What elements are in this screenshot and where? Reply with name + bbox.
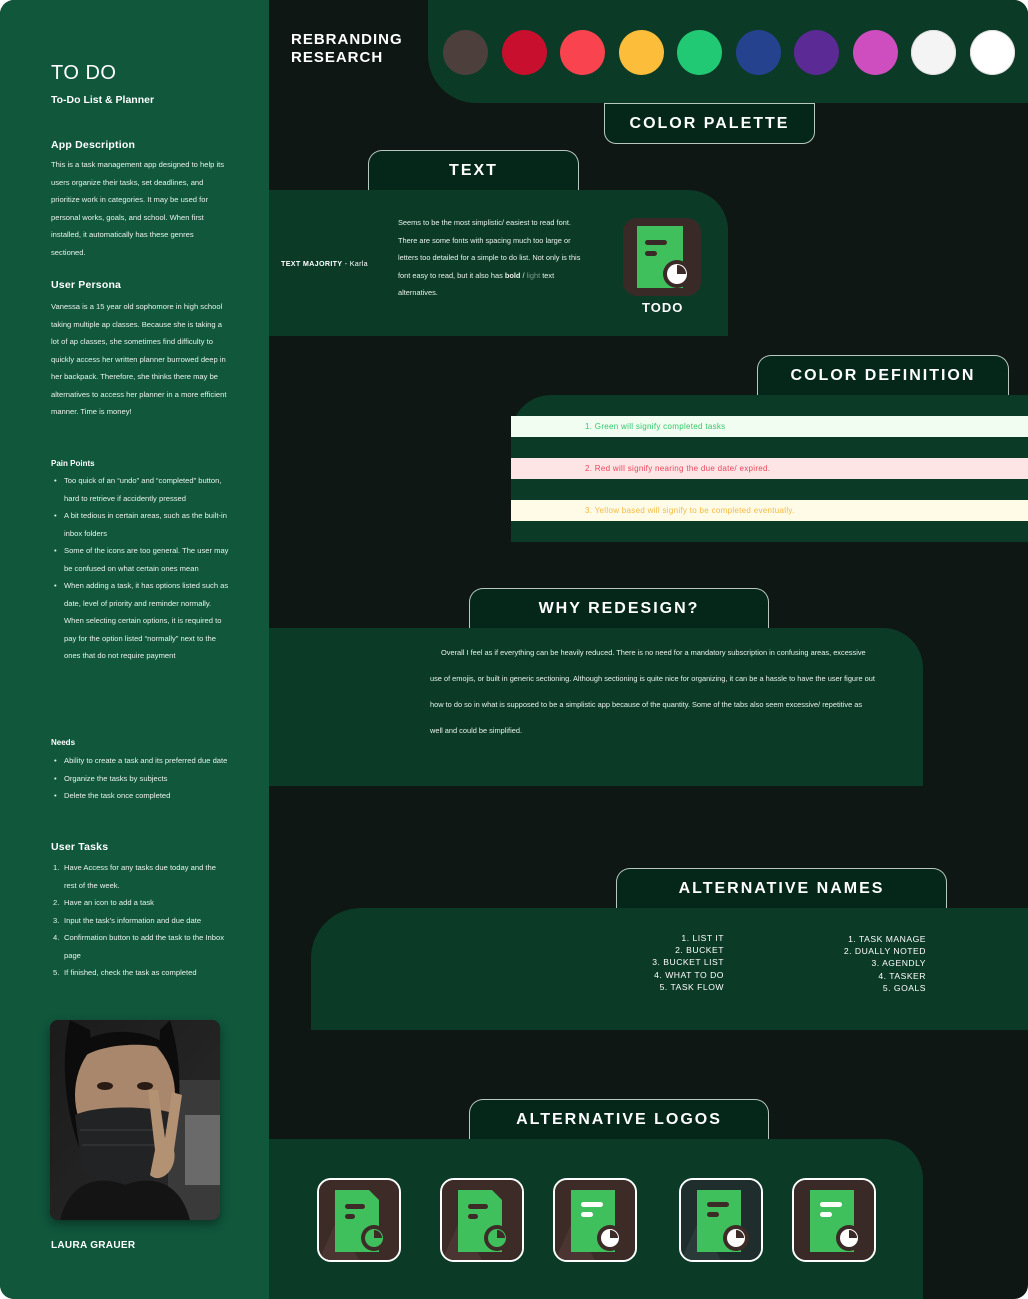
app-description: This is a task management app designed to help its users organize their tasks, set deadlines, and prioritize work in categories. It may be used for personal works, goals, and school. When first installed, it automatically has these genres sectioned. bbox=[51, 160, 225, 257]
alt-logo-1 bbox=[317, 1178, 401, 1262]
alternative-names-left bbox=[624, 932, 724, 993]
rationale-part-1: Seems to be the most simplistic/ easiest to read font. There are some fonts with spacing much too large or letters too detailed for a simple to do list. Not only is this font easy to read, but it also has bbox=[398, 218, 581, 280]
needs-list bbox=[51, 752, 229, 805]
portrait-image bbox=[50, 1020, 220, 1220]
sidebar bbox=[0, 0, 269, 1299]
list-number: 4. bbox=[53, 933, 60, 942]
page-title bbox=[291, 31, 403, 67]
color-swatch bbox=[502, 30, 547, 75]
color-swatch bbox=[443, 30, 488, 75]
app-subtitle: To-Do List & Planner bbox=[51, 94, 155, 106]
list-number: 2. bbox=[53, 898, 60, 907]
user-persona-heading: User Persona bbox=[51, 279, 122, 291]
user-tasks-heading: User Tasks bbox=[51, 841, 109, 853]
list-item: • Organize the tasks by subjects bbox=[51, 770, 229, 788]
author-photo bbox=[50, 1020, 220, 1220]
color-swatch bbox=[853, 30, 898, 75]
list-item: • When adding a task, it has options listed such as date, level of priority and reminder normally. When selecting certain options, it is required to pay for the option listed “normally” next to the ones that do not require payment bbox=[51, 577, 229, 665]
color-swatch bbox=[911, 30, 956, 75]
list-text: Input the task’s information and due date bbox=[64, 915, 202, 925]
list-item: 5. TASK FLOW bbox=[659, 981, 724, 992]
font-rationale bbox=[398, 214, 588, 302]
color-palette-label: COLOR PALETTE bbox=[604, 103, 815, 144]
color-swatch bbox=[677, 30, 722, 75]
list-item bbox=[51, 912, 229, 930]
list-text: Have an icon to add a task bbox=[64, 898, 154, 907]
list-item: 4. WHAT TO DO bbox=[654, 969, 724, 980]
app-description-heading: App Description bbox=[51, 139, 136, 151]
list-item: 2. BUCKET bbox=[675, 945, 724, 956]
logo-variant-4-icon bbox=[681, 1180, 761, 1260]
list-item bbox=[51, 859, 229, 894]
needs-heading: Needs bbox=[51, 738, 76, 747]
todo-logo-label: TODO bbox=[642, 300, 684, 315]
light-word: light bbox=[526, 270, 541, 280]
list-item bbox=[51, 894, 229, 912]
logo-variant-3-icon bbox=[555, 1180, 635, 1260]
color-swatch bbox=[970, 30, 1015, 75]
text-section-tab: TEXT bbox=[368, 150, 579, 190]
palette-panel bbox=[428, 0, 1028, 103]
title-line-2: RESEARCH bbox=[291, 49, 384, 66]
why-redesign-tab: WHY REDESIGN? bbox=[469, 588, 769, 628]
slash-sep: / bbox=[520, 270, 527, 280]
list-item: • Ability to create a task and its preferred due date bbox=[51, 752, 229, 770]
user-persona: Vanessa is a 15 year old sophomore in high school taking multiple ap classes. Because she is taking a lot of ap classes, she sometimes find difficulty to quickly access her written planner burrowed deep in her backpack. Therefore, she thinks there may be alternatives to access her planner in a more efficient manner. Time is money! bbox=[51, 302, 227, 416]
majority-sep: - bbox=[342, 259, 350, 268]
list-item: 1. LIST IT bbox=[681, 933, 724, 943]
color-swatch bbox=[794, 30, 839, 75]
todo-logo-icon bbox=[623, 218, 701, 296]
text-majority-label bbox=[281, 259, 368, 268]
logo-variant-2-icon bbox=[442, 1180, 522, 1260]
alternative-logos-tab: ALTERNATIVE LOGOS bbox=[469, 1099, 769, 1139]
list-text: Have Access for any tasks due today and the rest of the week. bbox=[64, 863, 216, 890]
list-item: • Some of the icons are too general. The user may be confused on what certain ones mean bbox=[51, 542, 229, 577]
list-item: 5. GOALS bbox=[882, 982, 926, 993]
list-number: 5. bbox=[53, 968, 60, 977]
list-item: • Too quick of an “undo” and “completed” button, hard to retrieve if accidently pressed bbox=[51, 472, 229, 507]
list-item: • Delete the task once completed bbox=[51, 787, 229, 805]
why-redesign-text: Overall I feel as if everything can be heavily reduced. There is no need for a mandatory subscription in confusing areas, excessive use of emojis, or built in generic sectioning. Although sectioning is quite nice for organizing, it can be a hassle to have the user figure out how to do so in what is supposed to be a simplistic app because of the quantity. Some of the tabs also seem excessive/ repetitive as well and could be simplified. bbox=[430, 648, 875, 735]
app-title: TO DO bbox=[51, 62, 117, 84]
title-line-1: REBRANDING bbox=[291, 31, 403, 48]
list-item bbox=[51, 964, 229, 982]
list-item: 1. TASK MANAGE bbox=[848, 934, 926, 944]
color-swatch bbox=[619, 30, 664, 75]
list-item: 3. BUCKET LIST bbox=[652, 957, 724, 968]
color-definition-tab: COLOR DEFINITION bbox=[757, 355, 1009, 395]
pain-points-heading: Pain Points bbox=[51, 459, 95, 468]
author-name: LAURA GRAUER bbox=[51, 1240, 136, 1251]
definition-row-red: 2. Red will signify nearing the due date/ expired. bbox=[511, 458, 1028, 479]
list-text: If finished, check the task as completed bbox=[64, 968, 197, 977]
list-item: 2. DUALLY NOTED bbox=[843, 946, 926, 957]
alt-logo-4 bbox=[679, 1178, 763, 1262]
list-item: • A bit tedious in certain areas, such as the built-in inbox folders bbox=[51, 507, 229, 542]
list-number: 3. bbox=[53, 915, 60, 925]
rationale-part-2: text alternatives. bbox=[398, 270, 555, 297]
color-swatch bbox=[736, 30, 781, 75]
list-number: 1. bbox=[53, 863, 60, 872]
logo-variant-1-icon bbox=[319, 1180, 399, 1260]
definition-row-yellow: 3. Yellow based will signify to be completed eventually. bbox=[511, 500, 1028, 521]
list-item: 3. AGENDLY bbox=[871, 958, 926, 969]
alt-logo-2 bbox=[440, 1178, 524, 1262]
bold-word: bold bbox=[504, 270, 521, 280]
alternative-names-right bbox=[806, 933, 926, 994]
pain-points-list bbox=[51, 472, 229, 665]
list-text: Confirmation button to add the task to the Inbox page bbox=[64, 933, 224, 960]
alt-logo-5 bbox=[792, 1178, 876, 1262]
color-swatch bbox=[560, 30, 605, 75]
todo-app-icon bbox=[623, 218, 701, 296]
alternative-names-tab: ALTERNATIVE NAMES bbox=[616, 868, 947, 909]
logo-variant-5-icon bbox=[794, 1180, 874, 1260]
majority-label: TEXT MAJORITY bbox=[281, 259, 343, 268]
definition-row-green: 1. Green will signify completed tasks bbox=[511, 416, 1028, 437]
alt-logo-3 bbox=[553, 1178, 637, 1262]
list-item: 4. TASKER bbox=[878, 970, 926, 981]
list-item bbox=[51, 929, 229, 964]
user-tasks-list bbox=[51, 859, 229, 982]
majority-font: Karla bbox=[349, 259, 368, 268]
